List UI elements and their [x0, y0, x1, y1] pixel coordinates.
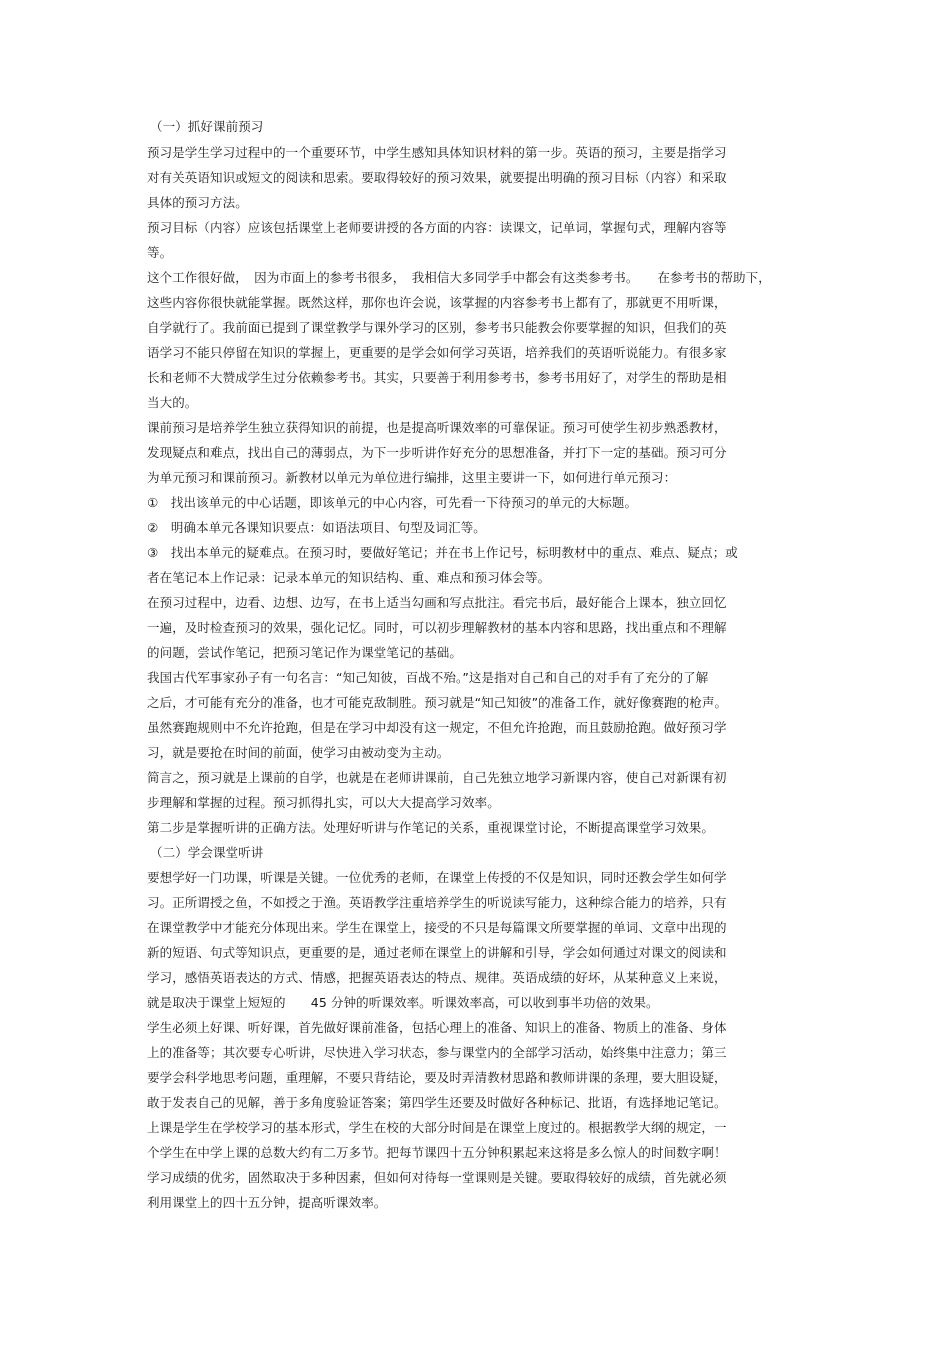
text-line: 要想学好一门功课，听课是关键。一位优秀的老师，在课堂上传授的不仅是知识，同时还教会学生如何学 [147, 870, 727, 885]
text-line: 上课是学生在学校学习的基本形式，学生在校的大部分时间是在课堂上度过的。根据教学大纲的规定，一 [147, 1120, 727, 1135]
text-line: 之后，才可能有充分的准备，也才可能克敌制胜。预习就是“知己知彼”的准备工作，就好像赛跑的枪声。 [147, 695, 728, 710]
text-line: 对有关英语知识或短文的阅读和思索。要取得较好的预习效果，就要提出明确的预习目标（内容）和采取 [147, 170, 727, 185]
text-line: 步理解和掌握的过程。预习抓得扎实，可以大大提高学习效率。 [147, 795, 500, 810]
section-heading-preview: （一）抓好课前预习 [150, 119, 264, 134]
text-line: 等。 [147, 245, 173, 260]
list-item: ③ 找出本单元的疑难点。在预习时，要做好笔记；并在书上作记号，标明教材中的重点、难点、疑点；或 [147, 545, 738, 560]
text-line: 我国古代军事家孙子有一句名言：“知己知彼，百战不殆。”这是指对自己和自己的对手有了充分的了解 [147, 670, 709, 685]
text-line: 这个工作很好做， 因为市面上的参考书很多， 我相信大多同学手中都会有这类参考书。 在参考书的帮助下， [147, 270, 771, 285]
section-heading-listening: （二）学会课堂听讲 [150, 845, 264, 860]
text-line: 发现疑点和难点，找出自己的薄弱点，为下一步听讲作好充分的思想准备，并打下一定的基础。预习可分 [147, 445, 727, 460]
text-line: 学生必须上好课、听好课，首先做好课前准备，包括心理上的准备、知识上的准备、物质上的准备、身体 [147, 1020, 727, 1035]
text-line: 预习是学生学习过程中的一个重要环节，中学生感知具体知识材料的第一步。英语的预习，主要是指学习 [147, 145, 727, 160]
text-line: 新的短语、句式等知识点，更重要的是，通过老师在课堂上的讲解和引导，学会如何通过对课文的阅读和 [147, 945, 727, 960]
text-line: 简言之，预习就是上课前的自学，也就是在老师讲课前，自己先独立地学习新课内容，使自己对新课有初 [147, 770, 727, 785]
text-line: 一遍，及时检查预习的效果，强化记忆。同时，可以初步理解教材的基本内容和思路，找出重点和不理解 [147, 620, 727, 635]
text-line: 者在笔记本上作记录：记录本单元的知识结构、重、难点和预习体会等。 [147, 570, 551, 585]
text-line: 预习目标（内容）应该包括课堂上老师要讲授的各方面的内容：读课文，记单词，掌握句式，理解内容等 [147, 220, 727, 235]
text-line: 上的准备等；其次要专心听讲，尽快进入学习状态，参与课堂内的全部学习活动，始终集中注意力；第三 [147, 1045, 727, 1060]
text-line: 学习成绩的优劣，固然取决于多种因素，但如何对待每一堂课则是关键。要取得较好的成绩，首先就必须 [147, 1170, 727, 1185]
text-line: 的问题，尝试作笔记，把预习笔记作为课堂笔记的基础。 [147, 645, 463, 660]
text-line: 这些内容你很快就能掌握。既然这样，那你也许会说，该掌握的内容参考书上都有了，那就更不用听课， [147, 295, 727, 310]
text-line: 第二步是掌握听讲的正确方法。处理好听讲与作笔记的关系，重视课堂讨论，不断提高课堂学习效果。 [147, 820, 715, 835]
text-line: 当大的。 [147, 395, 198, 410]
text-line: 语学习不能只停留在知识的掌握上，更重要的是学会如何学习英语，培养我们的英语听说能力。有很多家 [147, 345, 727, 360]
text-line: 学习，感悟英语表达的方式、情感，把握英语表达的特点、规律。英语成绩的好坏，从某种意义上来说， [147, 970, 727, 985]
text-line: 敢于发表自己的见解，善于多角度验证答案；第四学生还要及时做好各种标记、批语，有选择地记笔记。 [147, 1095, 727, 1110]
text-line: 自学就行了。我前面已提到了课堂教学与课外学习的区别，参考书只能教会你要掌握的知识，但我们的英 [147, 320, 727, 335]
text-line: 就是取决于课堂上短短的 45 分钟的听课效率。听课效率高，可以收到事半功倍的效果。 [147, 995, 659, 1010]
list-item: ① 找出该单元的中心话题，即该单元的中心内容，可先看一下待预习的单元的大标题。 [147, 495, 638, 510]
text-line: 在预习过程中，边看、边想、边写，在书上适当勾画和写点批注。看完书后，最好能合上课本，独立回忆 [147, 595, 727, 610]
text-line: 在课堂教学中才能充分体现出来。学生在课堂上，接受的不只是每篇课文所要掌握的单词、文章中出现的 [147, 920, 727, 935]
text-line: 习。正所谓授之鱼，不如授之于渔。英语教学注重培养学生的听说读写能力，这种综合能力的培养，只有 [147, 895, 727, 910]
text-line: 为单元预习和课前预习。新教材以单元为单位进行编排，这里主要讲一下，如何进行单元预习： [147, 470, 677, 485]
text-line: 个学生在中学上课的总数大约有二万多节。把每节课四十五分钟积累起来这将是多么惊人的时间数字啊！ [147, 1145, 727, 1160]
text-line: 具体的预习方法。 [147, 195, 248, 210]
text-line: 长和老师不大赞成学生过分依赖参考书。其实，只要善于利用参考书，参考书用好了，对学生的帮助是相 [147, 370, 727, 385]
list-item: ② 明确本单元各课知识要点：如语法项目、句型及词汇等。 [147, 520, 486, 535]
text-line: 利用课堂上的四十五分钟，提高听课效率。 [147, 1195, 387, 1210]
text-line: 课前预习是培养学生独立获得知识的前提，也是提高听课效率的可靠保证。预习可使学生初步熟悉教材， [147, 420, 727, 435]
text-line: 要学会科学地思考问题，重理解，不要只背结论，要及时弄清教材思路和教师讲课的条理，要大胆设疑， [147, 1070, 727, 1085]
text-line: 习，就是要抢在时间的前面，使学习由被动变为主动。 [147, 745, 450, 760]
text-line: 虽然赛跑规则中不允许抢跑，但是在学习中却没有这一规定，不但允许抢跑，而且鼓励抢跑。做好预习学 [147, 720, 727, 735]
